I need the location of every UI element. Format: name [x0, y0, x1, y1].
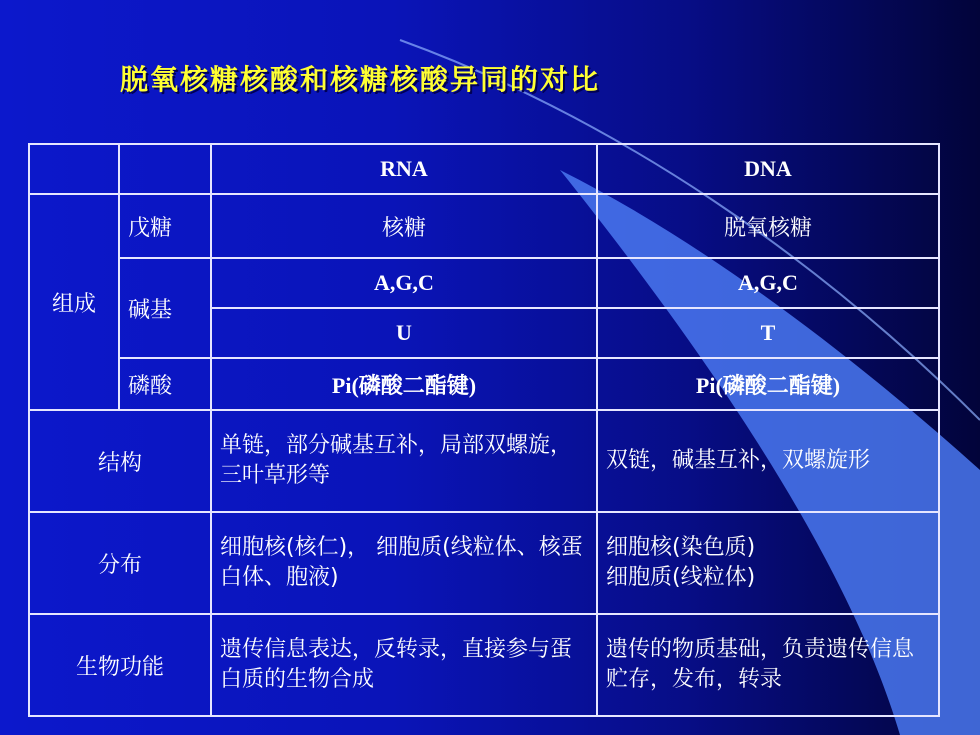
dna-sugar: 脱氧核糖	[597, 194, 939, 258]
dna-structure: 双链，碱基互补，双螺旋形	[597, 410, 939, 512]
rna-sugar: 核糖	[211, 194, 597, 258]
dna-base-shared: A,G,C	[597, 258, 939, 308]
dna-distribution	[597, 512, 939, 614]
rna-base-unique: U	[211, 308, 597, 358]
dna-phosphate: Pi(磷酸二酯键)	[597, 358, 939, 410]
header-rna: RNA	[211, 144, 597, 194]
rna-structure: 单链，部分碱基互补，局部双螺旋，三叶草形等	[211, 410, 597, 512]
table-row	[29, 194, 939, 258]
base-label: 碱基	[119, 258, 211, 358]
composition-label: 组成	[29, 194, 119, 410]
header-cell-empty	[119, 144, 211, 194]
dna-distribution-line2: 细胞质(线粒体)	[606, 565, 756, 590]
header-cell-empty	[29, 144, 119, 194]
rna-function: 遗传信息表达，反转录，直接参与蛋白质的生物合成	[211, 614, 597, 716]
distribution-label: 分布	[29, 512, 211, 614]
phosphate-label: 磷酸	[119, 358, 211, 410]
header-row	[29, 144, 939, 194]
table-row	[29, 258, 939, 308]
table-row	[29, 410, 939, 512]
dna-base-unique: T	[597, 308, 939, 358]
structure-label: 结构	[29, 410, 211, 512]
header-dna: DNA	[597, 144, 939, 194]
function-label: 生物功能	[29, 614, 211, 716]
rna-base-shared: A,G,C	[211, 258, 597, 308]
dna-function: 遗传的物质基础，负责遗传信息贮存，发布，转录	[597, 614, 939, 716]
table-row	[29, 358, 939, 410]
rna-distribution: 细胞核(核仁)， 细胞质(线粒体、核蛋白体、胞液)	[211, 512, 597, 614]
table-row	[29, 614, 939, 716]
comparison-table	[28, 143, 940, 717]
sugar-label: 戊糖	[119, 194, 211, 258]
dna-distribution-line1: 细胞核(染色质)	[606, 535, 756, 561]
slide-title: 脱氧核糖核酸和核糖核酸异同的对比	[120, 63, 601, 96]
rna-phosphate: Pi(磷酸二酯键)	[211, 358, 597, 410]
table-row	[29, 512, 939, 614]
